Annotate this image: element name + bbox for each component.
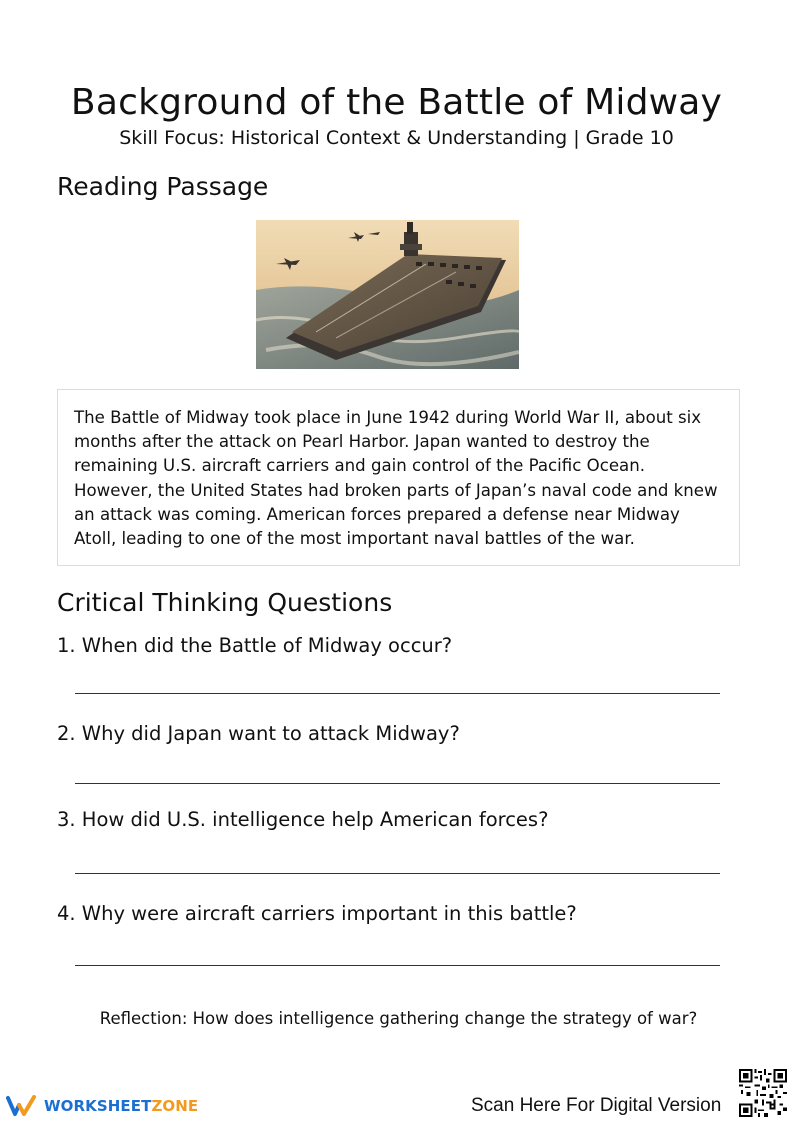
question-1: 1. When did the Battle of Midway occur? [57, 634, 453, 657]
answer-line-3[interactable] [75, 873, 720, 874]
questions-heading: Critical Thinking Questions [57, 588, 393, 617]
question-3: 3. How did U.S. intelligence help American forces? [57, 808, 549, 831]
question-4: 4. Why were aircraft carriers important in this battle? [57, 902, 577, 925]
answer-line-4[interactable] [75, 965, 720, 966]
page-subtitle: Skill Focus: Historical Context & Understanding | Grade 10 [119, 127, 674, 149]
scan-text: Scan Here For Digital Version [471, 1095, 722, 1116]
passage-box [57, 389, 740, 566]
reading-heading: Reading Passage [57, 172, 269, 201]
qr-code-icon[interactable] [739, 1069, 787, 1117]
logo-word-zone: ZONE [151, 1097, 199, 1115]
reflection-prompt: Reflection: How does intelligence gathering change the strategy of war? [99, 1009, 698, 1028]
answer-line-2[interactable] [75, 783, 720, 784]
worksheetzone-logo[interactable] [6, 1092, 198, 1120]
question-2: 2. Why did Japan want to attack Midway? [57, 722, 460, 745]
logo-word-worksheet: WORKSHEET [44, 1097, 152, 1115]
worksheetzone-logo-icon [6, 1095, 40, 1117]
answer-line-1[interactable] [75, 693, 720, 694]
page-title: Background of the Battle of Midway [70, 82, 723, 123]
aircraft-carrier-image [256, 220, 519, 369]
passage-text: The Battle of Midway took place in June 1942 during World War II, about six months after the attack on Pearl Harbor. Japan wanted to destroy the remaining U.S. aircraft carriers and gain control of the Pacific Ocean. However, the United States had broken parts of Japan’s naval code and knew an attack was coming. American forces prepared a defense near Midway Atoll, leading to one of the most important naval battles of the war. [74, 408, 718, 549]
